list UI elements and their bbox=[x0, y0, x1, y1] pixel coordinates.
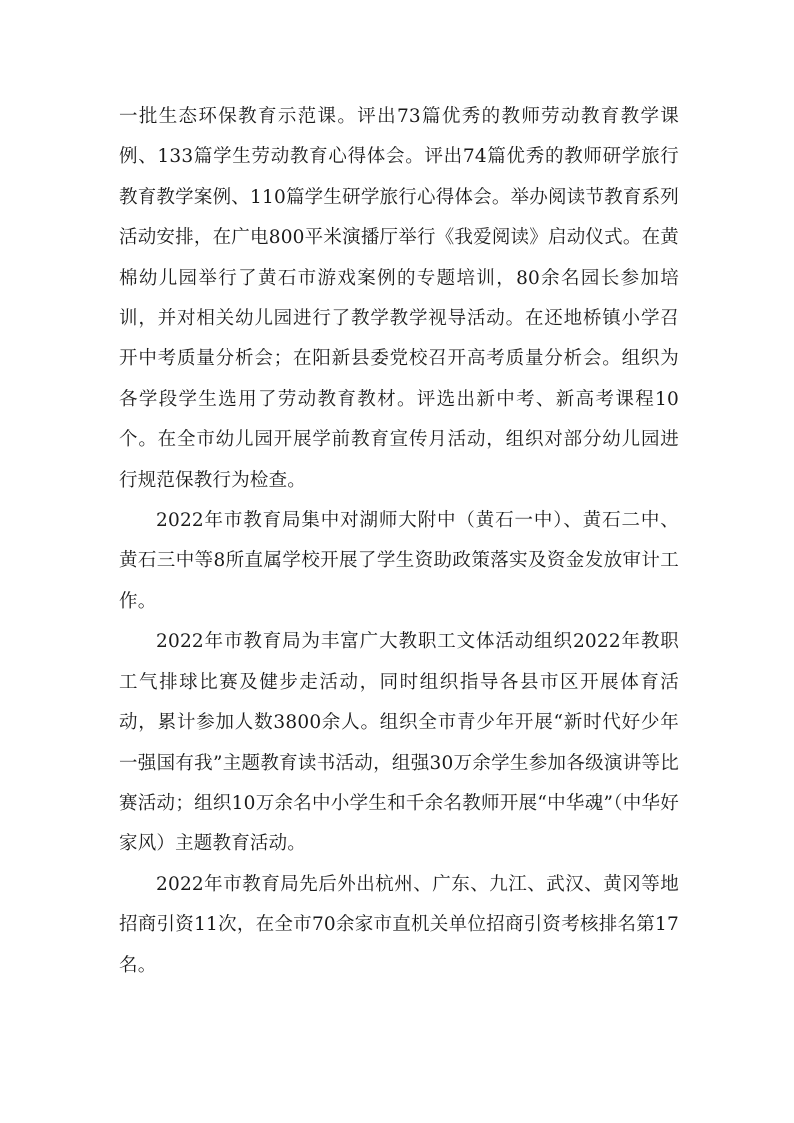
paragraph-2: 2022年市教育局集中对湖师大附中（黄石一中）、黄石二中、黄石三中等8所直属学校开展了学生资助政策落实及资金发放审计工作。 bbox=[119, 510, 679, 612]
paragraph-3: 2022年市教育局为丰富广大教职工文体活动组织2022年教职工气排球比赛及健步走活动，同时组织指导各县市区开展体育活动，累计参加人数3800余人。组织全市青少年开展“新时代好少年一强国有我”主题教育读书活动，组强30万余学生参加各级演讲等比赛活动；组织10万余名中小学生和千余名教师开展“中华魂”（中华好家风）主题教育活动。 bbox=[119, 631, 679, 855]
document-body bbox=[119, 97, 679, 986]
paragraph-1: 一批生态环保教育示范课。评出73篇优秀的教师劳动教育教学课例、133篇学生劳动教育心得体会。评出74篇优秀的教师研学旅行教育教学案例、110篇学生研学旅行心得体会。举办阅读节教育系列活动安排，在广电800平米演播厅举行《我爱阅读》启动仪式。在黄棉幼儿园举行了黄石市游戏案例的专题培训，80余名园长参加培训，并对相关幼儿园进行了教学教学视导活动。在还地桥镇小学召开中考质量分析会；在阳新县委党校召开高考质量分析会。组织为各学段学生选用了劳动教育教材。评选出新中考、新高考课程10个。在全市幼儿园开展学前教育宣传月活动，组织对部分幼儿园进行规范保教行为检查。 bbox=[119, 106, 679, 491]
paragraph-4: 2022年市教育局先后外出杭州、广东、九江、武汉、黄冈等地招商引资11次，在全市70余家市直机关单位招商引资考核排名第17名。 bbox=[119, 873, 679, 976]
